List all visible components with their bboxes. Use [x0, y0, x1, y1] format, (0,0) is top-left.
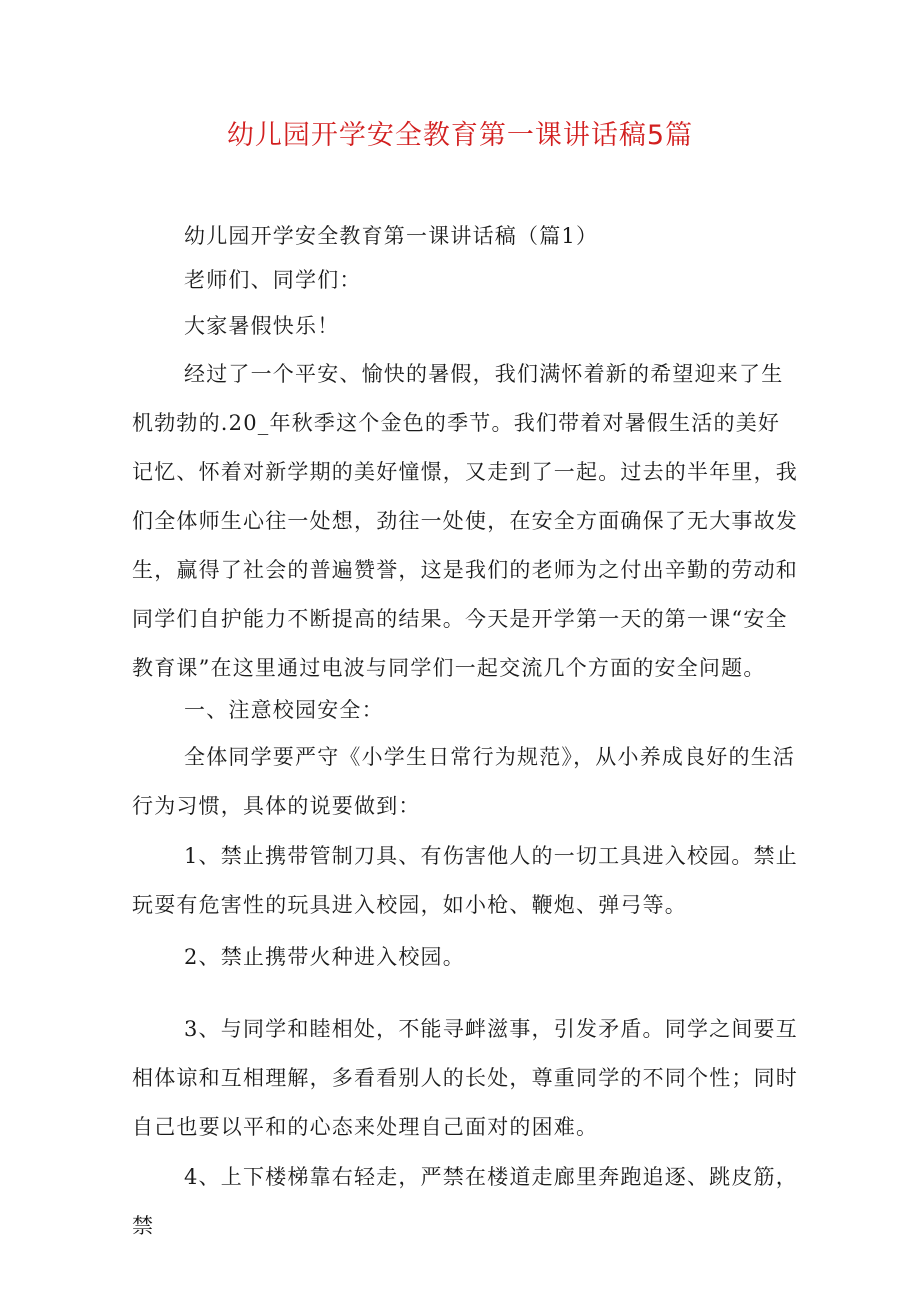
greeting: 大家暑假快乐！	[184, 314, 340, 338]
salutation: 老师们、同学们：	[184, 268, 362, 292]
section-heading-campus-safety: 一、注意校园安全：	[184, 698, 384, 722]
list-item-2: 2、禁止携带火种进入校园。	[184, 945, 465, 969]
part-heading: 幼儿园开学安全教育第一课讲话稿（篇1）	[184, 224, 599, 248]
document-title: 幼儿园开学安全教育第一课讲话稿5篇	[226, 120, 694, 151]
section-intro: 全体同学要严守《小学生日常行为规范》，从小养成良好的生活行为习惯，具体的说要做到：	[132, 745, 796, 818]
list-item-1: 1、禁止携带管制刀具、有伤害他人的一切工具进入校园。禁止玩耍有危害性的玩具进入校园，如小枪、鞭炮、弹弓等。	[132, 844, 798, 917]
paragraph-opening: 经过了一个平安、愉快的暑假，我们满怀着新的希望迎来了生机勃勃的.20_年秋季这个金色的季节。我们带着对暑假生活的美好记忆、怀着对新学期的美好憧憬，又走到了一起。过去的半年里，我们全体师生心往一处想，劲往一处使，在安全方面确保了无大事故发生，赢得了社会的普遍赞誉，这是我们的老师为之付出辛勤的劳动和同学们自护能力不断提高的结果。今天是开学第一天的第一课“安全教育课”在这里通过电波与同学们一起交流几个方面的安全问题。	[132, 362, 798, 680]
list-item-3: 3、与同学和睦相处，不能寻衅滋事，引发矛盾。同学之间要互相体谅和互相理解，多看看别人的长处，尊重同学的不同个性；同时自己也要以平和的心态来处理自己面对的困难。	[132, 1017, 798, 1139]
list-item-4: 4、上下楼梯靠右轻走，严禁在楼道走廊里奔跑追逐、跳皮筋，禁	[132, 1165, 798, 1238]
